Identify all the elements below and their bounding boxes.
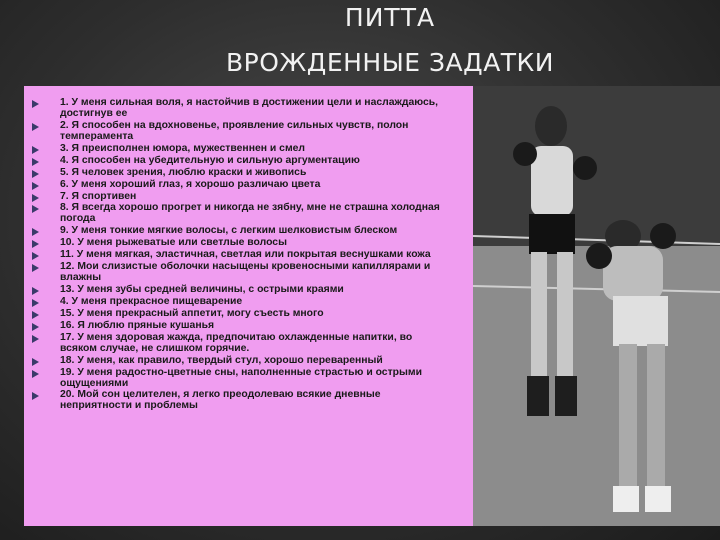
bullet-icon: [32, 264, 39, 272]
list-item: 11. У меня мягкая, эластичная, светлая или покрытая веснушками кожа: [30, 250, 450, 261]
bullet-icon: [32, 287, 39, 295]
list-item: 4. У меня прекрасное пищеварение: [30, 297, 450, 308]
list-item: 1. У меня сильная воля, я настойчив в достижении цели и наслаждаюсь, достигнув ее: [30, 98, 450, 120]
bullet-icon: [32, 299, 39, 307]
bullet-icon: [32, 240, 39, 248]
boxing-photo: [473, 86, 720, 526]
list-item: 7. Я спортивен: [30, 192, 450, 203]
slide-subtitle: ВРОЖДЕННЫЕ ЗАДАТКИ: [225, 48, 555, 77]
list-item: 15. У меня прекрасный аппетит, могу съесть много: [30, 309, 450, 320]
bullet-icon: [32, 358, 39, 366]
list-item: 19. У меня радостно-цветные сны, наполненные страстью и острыми ощущениями: [30, 368, 450, 390]
list-item: 12. Мои слизистые оболочки насыщены кровеносными капиллярами и влажны: [30, 262, 450, 284]
bullet-icon: [32, 370, 39, 378]
list-item: 10. У меня рыжеватые или светлые волосы: [30, 238, 450, 249]
list-item: 9. У меня тонкие мягкие волосы, с легким шелковистым блеском: [30, 226, 450, 237]
list-item: 2. Я способен на вдохновенье, проявление сильных чувств, полон темперамента: [30, 121, 450, 143]
list-item: 8. Я всегда хорошо прогрет и никогда не зябну, мне не страшна холодная погода: [30, 203, 450, 225]
bullet-icon: [32, 311, 39, 319]
list-item: 20. Мой сон целителен, я легко преодолеваю всякие дневные неприятности и проблемы: [30, 390, 450, 412]
bullet-icon: [32, 194, 39, 202]
boxers-illustration: [473, 86, 720, 526]
bullet-icon: [32, 146, 39, 154]
bullet-icon: [32, 100, 39, 108]
list-item: 3. Я преисполнен юмора, мужественнен и смел: [30, 144, 450, 155]
list-item: 6. У меня хороший глаз, я хорошо различаю цвета: [30, 180, 450, 191]
bullet-icon: [32, 392, 39, 400]
bullet-icon: [32, 123, 39, 131]
bullet-icon: [32, 252, 39, 260]
bullet-icon: [32, 228, 39, 236]
traits-list: [30, 98, 450, 413]
list-item: 16. Я люблю пряные кушанья: [30, 321, 450, 332]
list-item: 13. У меня зубы средней величины, с острыми краями: [30, 285, 450, 296]
bullet-icon: [32, 335, 39, 343]
slide-title: ПИТТА: [344, 3, 436, 32]
bullet-icon: [32, 323, 39, 331]
bullet-icon: [32, 205, 39, 213]
bullet-icon: [32, 158, 39, 166]
bullet-icon: [32, 182, 39, 190]
list-item: 5. Я человек зрения, люблю краски и живопись: [30, 168, 450, 179]
bullet-icon: [32, 170, 39, 178]
list-item: 4. Я способен на убедительную и сильную аргументацию: [30, 156, 450, 167]
list-item: 17. У меня здоровая жажда, предпочитаю охлажденные напитки, во всяком случае, не слишком горячие.: [30, 333, 450, 355]
list-item: 18. У меня, как правило, твердый стул, хорошо переваренный: [30, 356, 450, 367]
